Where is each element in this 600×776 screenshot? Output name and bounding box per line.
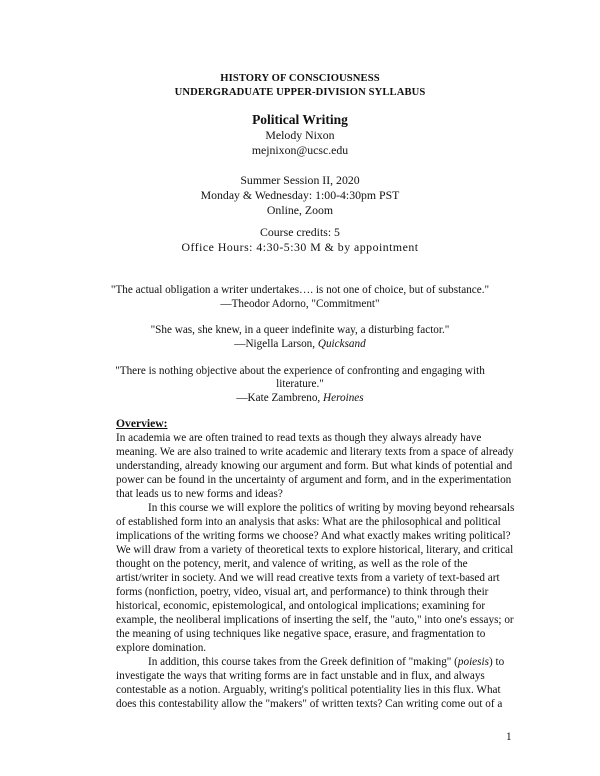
instructor-name: Melody Nixon (265, 128, 335, 142)
overview-line: In this course we will explore the politics of writing by moving beyond rehearsals (148, 502, 515, 514)
overview-line: forms (nonfiction, poetry, video, visual art, and performance) to think through their (116, 586, 489, 598)
overview-line: that leads us to new forms and ideas? (116, 488, 283, 500)
overview-line: We will draw from a variety of theoretical texts to explore historical, literary, and critical (116, 544, 514, 556)
overview-line: example, the neoliberal implications of inserting the self, the "auto," into one's essays; or (116, 614, 514, 626)
page-number: 1 (506, 731, 512, 743)
session: Summer Session II, 2020 (240, 173, 360, 187)
course-title: Political Writing (252, 112, 348, 127)
location: Online, Zoom (266, 203, 334, 217)
quote-3-work: Heroines (323, 392, 364, 404)
quote-2-text: "She was, she knew, in a queer indefinite way, a disturbing factor." (150, 324, 450, 336)
quote-2-attribution: —Nigella Larson, Quicksand (234, 338, 366, 350)
overview-line: understanding, already knowing our argument and form. But what kinds of potential and (116, 460, 513, 472)
overview-line: investigate the ways that writing forms are in fact unstable and in flux, and always (116, 670, 485, 682)
overview-line: contestable as a notion. Arguably, writing's political potentiality lies in this flux. What (116, 684, 501, 696)
overview-line: power can be found in the uncertainty of argument and form, and in the experimentation (116, 474, 512, 486)
overview-line: explore domination. (116, 642, 207, 654)
overview-line: meaning. We are also trained to write academic and literary texts from a space of already (116, 446, 514, 458)
quote-3-text-line-2: literature." (276, 378, 324, 390)
overview-line: does this contestability allow the "makers" of written texts? Can writing come out of a (116, 698, 503, 710)
syllabus-type-heading: UNDERGRADUATE UPPER-DIVISION SYLLABUS (174, 87, 426, 98)
overview-line: of established form into an analysis that asks: What are the philosophical and political (116, 516, 501, 528)
overview-line: implications of the writing forms we choose? And what exactly makes writing political? (116, 530, 511, 542)
overview-line: In addition, this course takes from the Greek definition of "making" (poiesis) to (148, 656, 505, 668)
office-hours: Office Hours: 4:30-5:30 M & by appointment (181, 240, 419, 254)
overview-line: thought on the potency, merit, and valence of writing, as well as the role of the (116, 558, 468, 570)
quote-3-attribution: —Kate Zambreno, Heroines (236, 392, 364, 404)
poiesis-term: poiesis (457, 656, 489, 668)
quote-3-text-line-1: "There is nothing objective about the experience of confronting and engaging with (115, 365, 485, 377)
department-heading: HISTORY OF CONSCIOUSNESS (220, 73, 380, 84)
quote-2-work: Quicksand (317, 338, 366, 350)
instructor-email: mejnixon@ucsc.edu (251, 143, 349, 157)
course-credits: Course credits: 5 (260, 225, 340, 239)
overview-line: In academia we are often trained to read texts as though they always already have (116, 432, 482, 444)
schedule: Monday & Wednesday: 1:00-4:30pm PST (200, 188, 400, 202)
overview-line: artist/writer in society. And we will read creative texts from a variety of text-based art (116, 572, 500, 584)
overview-line: historical, economic, epistemological, and ontological implications; examining for (116, 600, 486, 612)
quote-1-text: "The actual obligation a writer undertakes…. is not one of choice, but of substance." (110, 284, 490, 296)
overview-heading: Overview: (116, 417, 168, 430)
quote-1-attribution: —Theodor Adorno, "Commitment" (220, 298, 380, 310)
overview-line: the meaning of using techniques like negative space, erasure, and fragmentation to (116, 628, 486, 640)
